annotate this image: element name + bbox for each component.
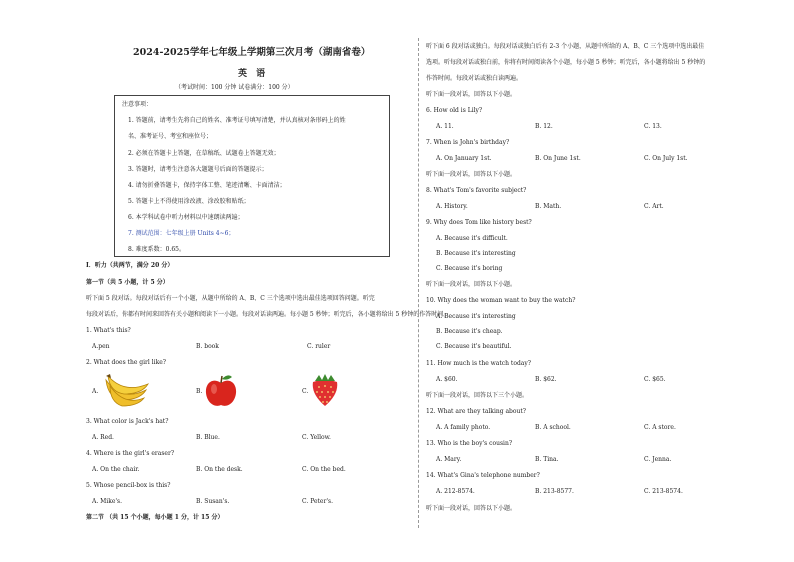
option-2b: B. (196, 388, 203, 395)
part-two-instructions: 选项。听每段对话或独白前，你将有时间阅读各个小题，每小题 5 秒钟；听完后，各小题将给出 5 秒钟的 (426, 59, 706, 66)
option-9a: A. Because it's difficult. (436, 235, 508, 242)
option-7b: B. On June 1st. (535, 155, 581, 162)
option-8c: C. Art. (644, 203, 664, 210)
option-8a: A. History. (436, 203, 468, 210)
question-6: 6. How old is Lily? (426, 107, 483, 114)
option-10c: C. Because it's beautiful. (436, 343, 512, 350)
option-5b: B. Susan's. (196, 498, 230, 505)
option-13a: A. Mary. (436, 456, 462, 463)
option-8b: B. Math. (535, 203, 562, 210)
subject-title: 英 语 (238, 69, 269, 79)
part-two-instructions: 作答时间。每段对话或独白读两遍。 (426, 75, 523, 82)
option-1b: B. book (196, 343, 219, 350)
notice-item: 4. 请勿折叠答题卡，保持字体工整、笔迹清晰、卡面清洁； (128, 182, 286, 189)
option-5a: A. Mike's. (92, 498, 123, 505)
option-9b: B. Because it's interesting (436, 250, 516, 257)
option-11b: B. $62. (535, 376, 557, 383)
question-7: 7. When is John's birthday? (426, 139, 510, 146)
question-3: 3. What color is Jack's hat? (86, 418, 169, 425)
part-two-instructions: 听下面 6 段对话或独白。每段对话或独白后有 2-3 个小题，从题中所给的 A、B、C 三个选项中选出最佳 (426, 43, 705, 50)
question-14: 14. What's Gina's telephone number? (426, 472, 540, 479)
notice-heading: 注意事项： (122, 101, 153, 108)
option-1c: C. ruler (307, 343, 331, 350)
question-11: 11. How much is the watch today? (426, 360, 531, 367)
option-12b: B. A school. (535, 424, 571, 431)
question-9: 9. Why does Tom like history best? (426, 219, 532, 226)
option-13c: C. Jenna. (644, 456, 672, 463)
banana-image (102, 372, 150, 408)
listen-prompt: 听下面一段对话，回答以下小题。 (426, 91, 517, 98)
option-5c: C. Peter's. (302, 498, 333, 505)
part-one-instructions: 听下面 5 段对话。每段对话后有一个小题，从题中所给的 A、B、C 三个选项中选出最佳选项回答问题。听完 (86, 295, 375, 302)
exam-title: 2024-2025学年七年级上学期第三次月考（湖南省卷） (133, 47, 371, 58)
question-12: 12. What are they talking about? (426, 408, 526, 415)
option-6c: C. 13. (644, 123, 662, 130)
notice-item: 6. 本学科试卷中听力材料以中速朗读两遍； (128, 214, 244, 221)
option-10b: B. Because it's cheap. (436, 328, 503, 335)
question-1: 1. What's this? (86, 327, 131, 334)
option-12a: A. A family photo. (436, 424, 491, 431)
option-3b: B. Blue. (196, 434, 220, 441)
notice-item: 2. 必须在答题卡上答题，在草稿纸、试题卷上答题无效； (128, 150, 280, 157)
notice-item-scope: 7. 测试范围：七年级上册 Units 4~6； (128, 230, 235, 237)
listen-prompt: 听下面一段对话，回答以下小题。 (426, 171, 517, 178)
column-divider (418, 38, 419, 528)
option-3a: A. Red. (92, 434, 114, 441)
question-13: 13. Who is the boy's cousin? (426, 440, 513, 447)
option-2a: A. (92, 388, 99, 395)
option-1a: A.pen (92, 343, 110, 350)
exam-info: （考试时间：100 分钟 试卷满分：100 分） (175, 84, 294, 91)
part-two-heading: 第二节 （共 15 个小题，每小题 1 分，计 15 分） (86, 514, 224, 521)
option-4b: B. On the desk. (196, 466, 243, 473)
listen-prompt: 听下面一段对话，回答以下小题。 (426, 505, 517, 512)
strawberry-image (309, 372, 341, 408)
option-4c: C. On the bed. (302, 466, 346, 473)
section-listening: I．听力（共两节，满分 20 分） (86, 262, 174, 269)
notice-item: 5. 答题卡上不得使用涂改液、涂改胶和贴纸； (128, 198, 250, 205)
option-11a: A. $60. (436, 376, 458, 383)
notice-item: 名、准考证号、考室和座位号； (128, 133, 213, 140)
option-9c: C. Because it's boring (436, 265, 503, 272)
listen-prompt: 听下面一段对话，回答以下三个小题。 (426, 392, 529, 399)
option-14c: C. 213-8574. (644, 488, 683, 495)
option-3c: C. Yellow. (302, 434, 331, 441)
option-11c: C. $65. (644, 376, 666, 383)
question-4: 4. Where is the girl's eraser? (86, 450, 175, 457)
notice-item: 8. 难度系数：0.65。 (128, 246, 185, 253)
option-7c: C. On July 1st. (644, 155, 688, 162)
option-14a: A. 212-8574. (436, 488, 475, 495)
question-10: 10. Why does the woman want to buy the watch? (426, 297, 576, 304)
option-6b: B. 12. (535, 123, 553, 130)
option-7a: A. On January 1st. (436, 155, 492, 162)
question-2: 2. What does the girl like? (86, 359, 166, 366)
question-5: 5. Whose pencil-box is this? (86, 482, 171, 489)
part-one-heading: 第一节（共 5 小题，计 5 分） (86, 279, 169, 286)
notice-item: 3. 答题时，请考生注意各大题题号后面的答题提示； (128, 166, 268, 173)
option-14b: B. 213-8577. (535, 488, 574, 495)
option-6a: A. 11. (436, 123, 454, 130)
question-8: 8. What's Tom's favorite subject? (426, 187, 527, 194)
option-10a: A. Because it's interesting (436, 313, 516, 320)
notice-item: 1. 答题前，请考生先将自己的姓名、准考证号填写清楚，并认真核对条形码上的姓 (128, 117, 346, 124)
listen-prompt: 听下面一段对话，回答以下小题。 (426, 281, 517, 288)
option-12c: C. A store. (644, 424, 676, 431)
part-one-instructions: 每段对话后，你都有时间来回答有关小题和阅读下一小题。每段对话读两遍。每小题 5 秒钟；听完后，各小题将给出 5 秒钟的作答时间。 (86, 311, 450, 318)
option-2c: C. (302, 388, 309, 395)
apple-image (203, 373, 239, 409)
option-13b: B. Tina. (535, 456, 559, 463)
option-4a: A. On the chair. (92, 466, 140, 473)
